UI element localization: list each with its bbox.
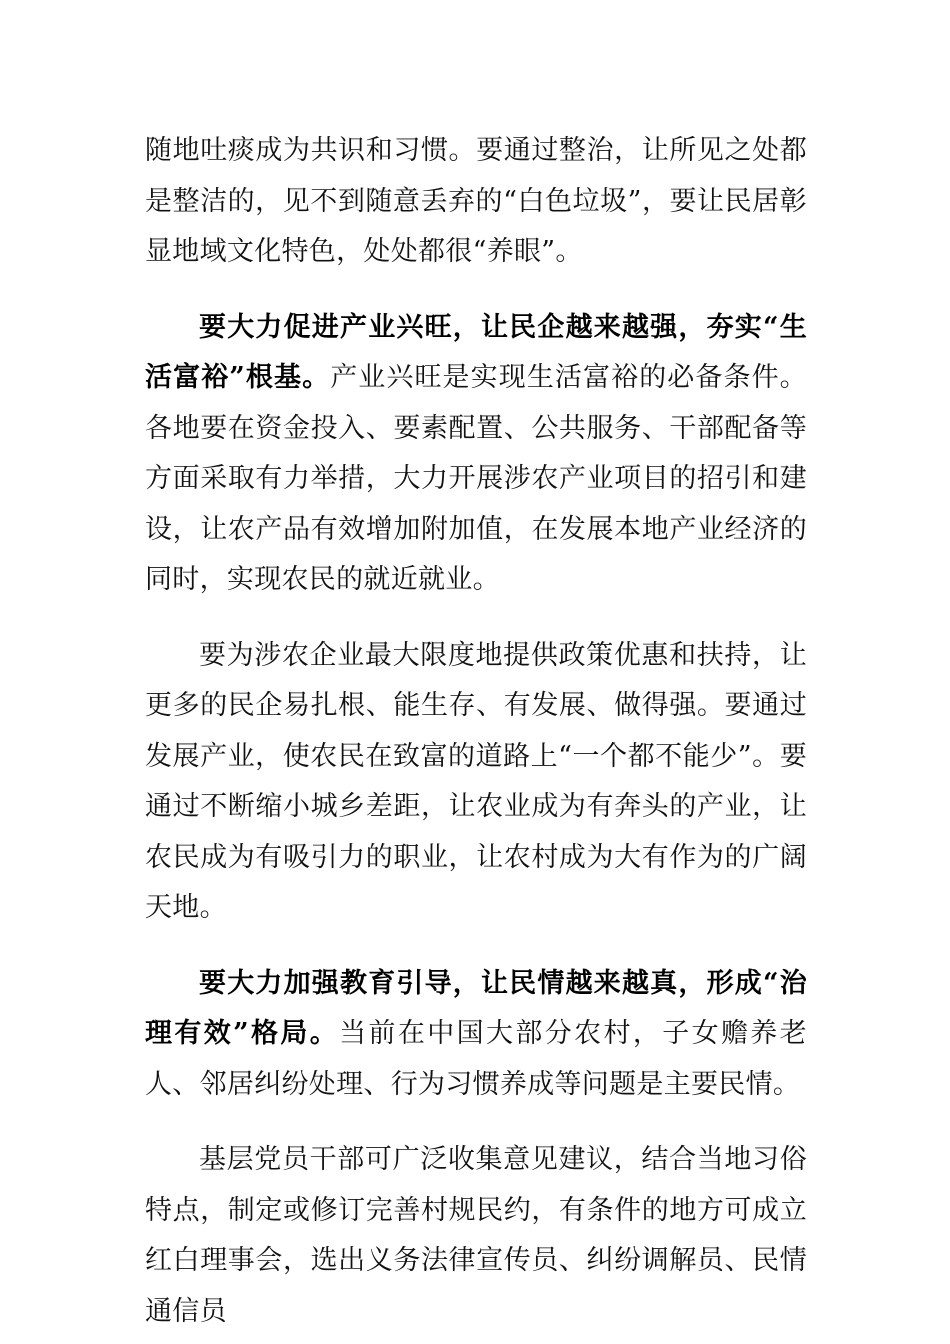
- paragraph-2-heading: 要大力促进产业兴旺，让民企越来越强，夯实“生活富裕”根基。: [145, 311, 807, 393]
- paragraph-2-text: 产业兴旺是实现生活富裕的必备条件。各地要在资金投入、要素配置、公共服务、干部配备等方面采取有力举措，大力开展涉农产业项目的招引和建设，让农产品有效增加附加值，在发展本地产业经济的同时，实现农民的就近就业。: [145, 362, 807, 595]
- paragraph-4-text: 当前在中国大部分农村，子女赡养老人、邻居纠纷处理、行为习惯养成等问题是主要民情。: [145, 1018, 807, 1100]
- paragraph-3-text: 要为涉农企业最大限度地提供政策优惠和扶持，让更多的民企易扎根、能生存、有发展、做得强。要通过发展产业，使农民在致富的道路上“一个都不能少”。要通过不断缩小城乡差距，让农业成为有奔头的产业，让农民成为有吸引力的职业，让农村成为大有作为的广阔天地。: [145, 639, 807, 923]
- paragraph-2: [145, 303, 807, 606]
- document-body: [145, 126, 807, 1337]
- paragraph-1-text: 随地吐痰成为共识和习惯。要通过整治，让所见之处都是整洁的，见不到随意丢弃的“白色垃圾”，要让民居彰显地域文化特色，处处都很“养眼”。: [145, 135, 807, 267]
- paragraph-1: [145, 126, 807, 278]
- paragraph-5: [145, 1135, 807, 1337]
- paragraph-5-text: 基层党员干部可广泛收集意见建议，结合当地习俗特点，制定或修订完善村规民约，有条件的地方可成立红白理事会，选出义务法律宣传员、纠纷调解员、民情通信员: [145, 1144, 807, 1327]
- paragraph-4-heading: 要大力加强教育引导，让民情越来越真，形成“治理有效”格局。: [145, 967, 807, 1049]
- paragraph-4: [145, 959, 807, 1111]
- paragraph-3: [145, 631, 807, 934]
